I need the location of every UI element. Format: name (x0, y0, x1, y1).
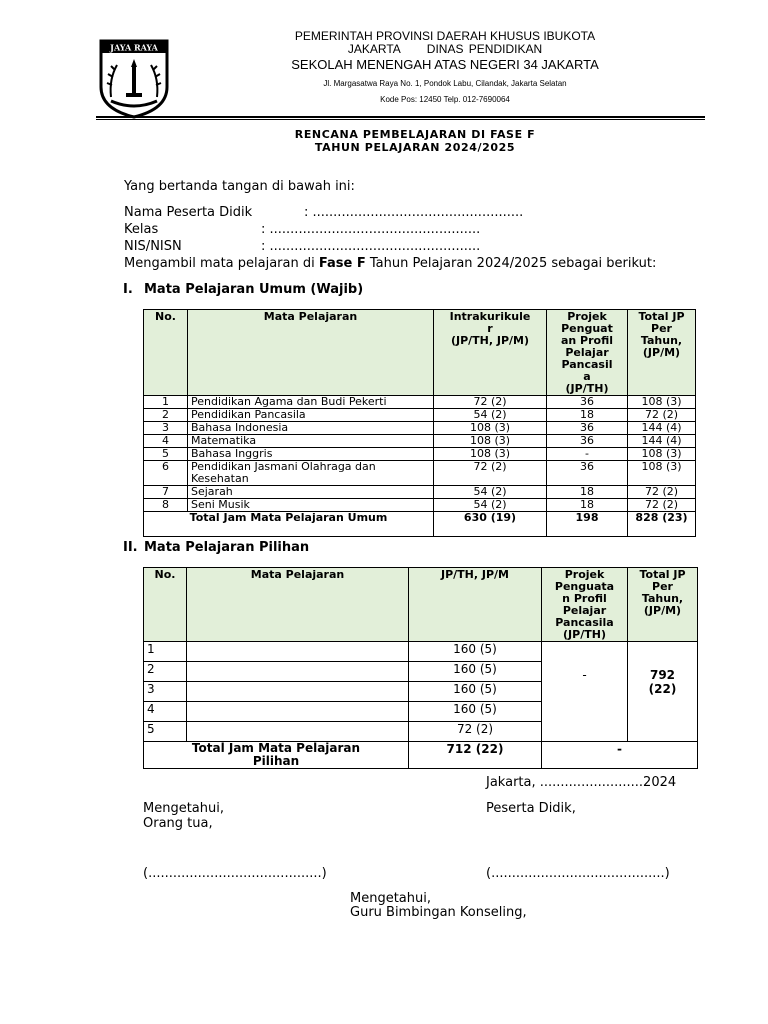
row-total: 72 (2) (628, 499, 696, 512)
row-intra: 72 (2) (434, 461, 547, 486)
row-intra: 72 (2) (434, 396, 547, 409)
header-no: No. (144, 310, 188, 396)
row-projek: 18 (547, 409, 628, 422)
counselor-label: Guru Bimbingan Konseling, (350, 905, 527, 920)
parent-label: Orang tua, (143, 816, 213, 831)
header-intrakurikuler (434, 310, 547, 396)
header-line: Pelajar (565, 346, 609, 359)
header-no: No. (144, 568, 187, 642)
row-subject: Bahasa Indonesia (188, 422, 434, 435)
student-label: Peserta Didik, (486, 801, 576, 816)
header-line: r (487, 322, 493, 335)
row-no: 3 (144, 682, 187, 702)
header-line: Penguat (561, 322, 613, 335)
field-value-nama: : ................................................... (304, 205, 524, 220)
header-line: Per (651, 322, 672, 335)
header-line: an Profil (560, 334, 614, 347)
letterhead-divider (96, 116, 705, 118)
total-intra: 630 (19) (434, 512, 547, 537)
row-no: 2 (144, 662, 187, 682)
student-signature-blank: (..........................................) (486, 866, 670, 881)
letterhead-divider-thin (96, 119, 705, 120)
jaya-raya-logo (97, 37, 171, 119)
total-rest: - (542, 742, 698, 769)
header-line: Per (652, 580, 673, 593)
section1-title: Mata Pelajaran Umum (Wajib) (144, 282, 364, 297)
place-date: Jakarta, .........................2024 (486, 775, 677, 790)
field-label-nama: Nama Peserta Didik (124, 205, 253, 220)
letterhead-school-name: SEKOLAH MENENGAH ATAS NEGERI 34 JAKARTA (291, 57, 599, 72)
header-line: Total JP (639, 568, 686, 581)
row-projek: 36 (547, 461, 628, 486)
header-total (628, 310, 696, 396)
row-projek: - (547, 448, 628, 461)
merged-total-value: 792 (22) (648, 668, 677, 696)
total-label (144, 742, 409, 769)
header-line: Total JP (638, 310, 685, 323)
row-no: 5 (144, 448, 188, 461)
field-value-nis: : ................................................... (261, 239, 481, 254)
section2-title: Mata Pelajaran Pilihan (144, 540, 310, 555)
header-line: (JP/M) (642, 346, 681, 359)
row-no: 3 (144, 422, 188, 435)
parent-signature-blank: (..........................................) (143, 866, 327, 881)
statement-phase: Fase F (318, 256, 366, 271)
total-label: Total Jam Mata Pelajaran Umum (144, 512, 434, 537)
row-no: 8 (144, 499, 188, 512)
header-line: (JP/TH) (565, 382, 609, 395)
row-intra: 108 (3) (434, 448, 547, 461)
row-intra: 54 (2) (434, 409, 547, 422)
header-line: Projek (567, 310, 607, 323)
table-row (144, 435, 696, 448)
header-line: Tahun, (640, 334, 683, 347)
total-label-text: Total Jam Mata Pelajaran Pilihan (191, 741, 361, 768)
section2-number: II. (123, 540, 138, 555)
header-line: (JP/TH, JP/M) (450, 334, 530, 347)
header-jp: JP/TH, JP/M (409, 568, 542, 642)
row-intra: 108 (3) (434, 435, 547, 448)
intro-text: Yang bertanda tangan di bawah ini: (124, 179, 355, 194)
row-no: 4 (144, 435, 188, 448)
row-jp: 160 (5) (409, 642, 542, 662)
header-projek (542, 568, 628, 642)
parent-ack-label: Mengetahui, (143, 801, 224, 816)
row-subject: Pendidikan Pancasila (188, 409, 434, 422)
letterhead-government: PEMERINTAH PROVINSI DAERAH KHUSUS IBUKOTA (294, 29, 596, 43)
table-row (144, 448, 696, 461)
row-projek: 18 (547, 499, 628, 512)
field-label-kelas: Kelas (124, 222, 159, 237)
row-no: 1 (144, 396, 188, 409)
row-jp: 160 (5) (409, 702, 542, 722)
field-value-kelas: : ................................................... (261, 222, 481, 237)
merged-total (628, 642, 698, 742)
row-total: 72 (2) (628, 409, 696, 422)
field-label-nis: NIS/NISN (124, 239, 182, 254)
table-row (144, 396, 696, 409)
row-total: 144 (4) (628, 422, 696, 435)
header-line: n Profil (562, 592, 607, 605)
row-intra: 54 (2) (434, 499, 547, 512)
row-no: 1 (144, 642, 187, 662)
header-line: Pancasila (555, 616, 614, 629)
merged-projek: - (542, 642, 628, 742)
row-total: 108 (3) (628, 461, 696, 486)
row-intra: 108 (3) (434, 422, 547, 435)
row-total: 72 (2) (628, 486, 696, 499)
row-jp: 160 (5) (409, 682, 542, 702)
elective-subjects-table (143, 567, 698, 769)
document-title: RENCANA PEMBELAJARAN DI FASE F (294, 128, 536, 141)
row-subject: Matematika (188, 435, 434, 448)
row-subject: Bahasa Inggris (188, 448, 434, 461)
letterhead-address: Jl. Margasatwa Raya No. 1, Pondok Labu, Cilandak, Jakarta Selatan (323, 79, 567, 88)
row-subject-blank[interactable] (187, 722, 409, 742)
header-line: Penguata (554, 580, 615, 593)
header-line: Pancasil (561, 358, 613, 371)
row-no: 2 (144, 409, 188, 422)
header-line: (JP/TH) (563, 628, 606, 641)
logo-text: JAYA RAYA (110, 42, 158, 53)
row-subject-blank[interactable] (187, 702, 409, 722)
row-jp: 72 (2) (409, 722, 542, 742)
row-intra: 54 (2) (434, 486, 547, 499)
row-subject-blank[interactable] (187, 642, 409, 662)
document-subtitle: TAHUN PELAJARAN 2024/2025 (314, 141, 516, 154)
header-line: (JP/M) (643, 604, 682, 617)
row-projek: 36 (547, 396, 628, 409)
header-subject: Mata Pelajaran (187, 568, 409, 642)
table-total-row (144, 512, 696, 537)
table-row (144, 642, 698, 662)
header-subject: Mata Pelajaran (188, 310, 434, 396)
header-line: Projek (564, 568, 605, 581)
header-line: a (583, 370, 591, 383)
header-projek (547, 310, 628, 396)
letterhead-contact: Kode Pos: 12450 Telp. 012-7690064 (380, 95, 510, 104)
row-subject: Sejarah (188, 486, 434, 499)
table-header-row (144, 310, 696, 396)
statement-before: Mengambil mata pelajaran di (124, 256, 319, 271)
total-projek: 198 (547, 512, 628, 537)
row-subject: Pendidikan Agama dan Budi Pekerti (188, 396, 434, 409)
table-row (144, 461, 696, 486)
statement-after: Tahun Pelajaran 2024/2025 sebagai berikut: (365, 256, 657, 271)
table-row (144, 499, 696, 512)
table-header-row (144, 568, 698, 642)
row-subject-blank[interactable] (187, 682, 409, 702)
table-row (144, 409, 696, 422)
table-row (144, 422, 696, 435)
row-subject-blank[interactable] (187, 662, 409, 682)
row-subject: Pendidikan Jasmani Olahraga dan Kesehatan (188, 461, 434, 486)
header-total (628, 568, 698, 642)
table-total-row (144, 742, 698, 769)
row-total: 108 (3) (628, 448, 696, 461)
statement (124, 256, 656, 271)
total-jp: 712 (22) (409, 742, 542, 769)
row-projek: 36 (547, 422, 628, 435)
row-total: 108 (3) (628, 396, 696, 409)
row-no: 5 (144, 722, 187, 742)
total-total: 828 (23) (628, 512, 696, 537)
row-jp: 160 (5) (409, 662, 542, 682)
header-line: Pelajar (562, 604, 607, 617)
row-no: 4 (144, 702, 187, 722)
row-projek: 18 (547, 486, 628, 499)
general-subjects-table (143, 309, 696, 537)
header-line: Tahun, (641, 592, 684, 605)
row-no: 7 (144, 486, 188, 499)
row-subject: Seni Musik (188, 499, 434, 512)
section1-number: I. (123, 282, 133, 297)
row-no: 6 (144, 461, 188, 486)
counselor-ack-label: Mengetahui, (350, 891, 431, 906)
header-line: Intrakurikule (449, 310, 531, 323)
table-row (144, 486, 696, 499)
row-total: 144 (4) (628, 435, 696, 448)
letterhead-department: JAKARTA DINAS PENDIDIKAN (347, 42, 543, 56)
row-projek: 36 (547, 435, 628, 448)
